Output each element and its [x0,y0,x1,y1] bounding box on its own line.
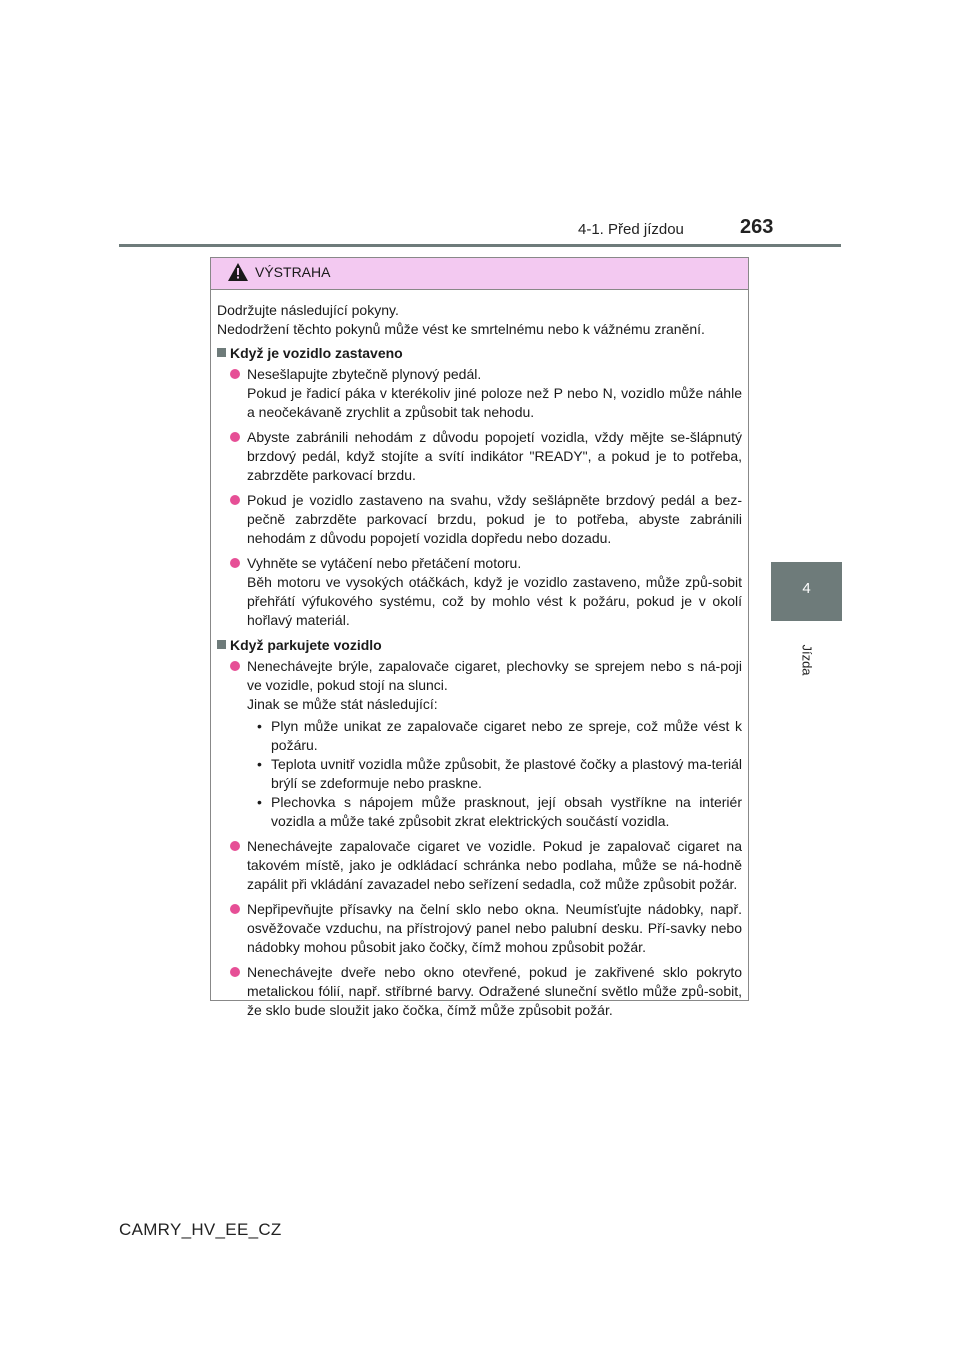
sub-item-text: Plyn může unikat ze zapalovače cigaret nebo ze spreje, což může vést k požáru. [271,718,742,753]
chapter-label-text: Jízda [799,644,815,676]
warning-box [210,257,749,1018]
chapter-tab [771,562,842,621]
warning-triangle-icon [228,263,248,281]
warning-intro [217,301,742,339]
item-paragraph: Nenechávejte brýle, zapalovače cigaret, plechovky se sprejem nebo s ná-poji ve vozidle, pokud stojí na slunci. [247,658,742,693]
circle-bullet-icon [230,841,240,851]
item-paragraph: Abyste zabránili nehodám z důvodu popojetí vozidla, vždy mějte se-šlápnutý brzdový pedál, když stojíte a svítí indikátor "READY", a pokud je to potřeba, zabrzděte parkovací brzdu. [247,429,742,483]
sub-list-item: • Plyn může unikat ze zapalovače cigaret nebo ze spreje, což může vést k požáru. [257,718,742,753]
item-paragraph: Jinak se může stát následující: [247,696,438,712]
section-title: 4-1. Před jízdou [578,221,684,238]
list-item [217,657,742,831]
circle-bullet-icon [230,495,240,505]
document-code: CAMRY_HV_EE_CZ [119,1220,282,1239]
item-paragraph: Nenechávejte dveře nebo okno otevřené, pokud je zakřivené sklo pokryto metalickou fólií, např. stříbrné barvy. Odražené sluneční světlo může způ-sobit, že sklo bude sloužit jako čočka, čímž může způsobit požár. [247,964,742,1018]
square-bullet-icon [217,640,226,649]
list-item [217,554,742,630]
page-number: 263 [740,216,774,238]
square-bullet-icon [217,348,226,357]
circle-bullet-icon [230,369,240,379]
sub-item-text: Plechovka s nápojem může prasknout, její obsah vystříkne na interiér vozidla a může také způsobit zkrat elektrických součástí vozidla. [271,794,742,829]
item-paragraph: Pokud je vozidlo zastaveno na svahu, vždy sešlápněte brzdový pedál a bez-pečně zabrzděte parkovací brzdu, pokud je to potřeba, abyste zabránili nehodám z důvodu popojetí vozidla dopředu nebo dozadu. [247,492,742,546]
circle-bullet-icon [230,904,240,914]
section-heading-parking [217,636,742,655]
item-paragraph: Nenechávejte zapalovače cigaret ve vozidle. Pokud je zapalovač cigaret na takovém místě, jako je odkládací schránka nebo podlaha, může se ná-hodně zapálit při vkládání zavazadel nebo seřízení sedadla, což může způsobit požár. [247,838,742,892]
list-item [217,428,742,485]
circle-bullet-icon [230,661,240,671]
list-item [217,900,742,957]
section-heading-stopped [217,344,742,363]
sub-list-item: • Teplota uvnitř vozidla může způsobit, že plastové čočky a plastový ma-teriál brýlí se zdeformuje nebo praskne. [257,756,742,791]
list-item [217,491,742,548]
circle-bullet-icon [230,967,240,977]
warning-title: VÝSTRAHA [255,264,331,280]
section-heading-text: Když parkujete vozidlo [230,637,382,653]
header-divider [119,244,841,247]
chapter-label [792,638,822,682]
item-paragraph: Běh motoru ve vysokých otáčkách, když je vozidlo zastaveno, může způ-sobit přehřátí výfukového systému, což by mohlo vést k požáru, pokud je v okolí hořlavý materiál. [247,574,742,628]
item-paragraph: Pokud je řadicí páka v kterékoliv jiné poloze než P nebo N, vozidlo může náhle a neočekávaně zrychlit a způsobit tak nehodu. [247,385,742,420]
warning-body [211,290,748,1020]
item-paragraph: Vyhněte se vytáčení nebo přetáčení motoru. [247,555,522,571]
warning-header [211,258,748,290]
list-item [217,837,742,894]
chapter-number: 4 [802,580,811,597]
circle-bullet-icon [230,558,240,568]
intro-line: Nedodržení těchto pokynů může vést ke smrtelnému nebo k vážnému zranění. [217,321,705,337]
list-item [217,963,742,1020]
list-item [217,365,742,422]
section-heading-text: Když je vozidlo zastaveno [230,345,403,361]
item-paragraph: Nepřipevňujte přísavky na čelní sklo nebo okna. Neumísťujte nádobky, např. osvěžovače vzduchu, na přístrojový panel nebo palubní desku. Pří-savky nebo nádobky mohou působit jako čočky, čímž mohou způsobit požár. [247,901,742,955]
intro-line: Dodržujte následující pokyny. [217,302,399,318]
sub-item-text: Teplota uvnitř vozidla může způsobit, že plastové čočky a plastový ma-teriál brýlí se zdeformuje nebo praskne. [271,756,742,791]
circle-bullet-icon [230,432,240,442]
sub-list-item: • Plechovka s nápojem může prasknout, její obsah vystříkne na interiér vozidla a může také způsobit zkrat elektrických součástí vozidla. [257,794,742,829]
sub-list [247,717,742,831]
item-paragraph: Nesešlapujte zbytečně plynový pedál. [247,366,482,382]
